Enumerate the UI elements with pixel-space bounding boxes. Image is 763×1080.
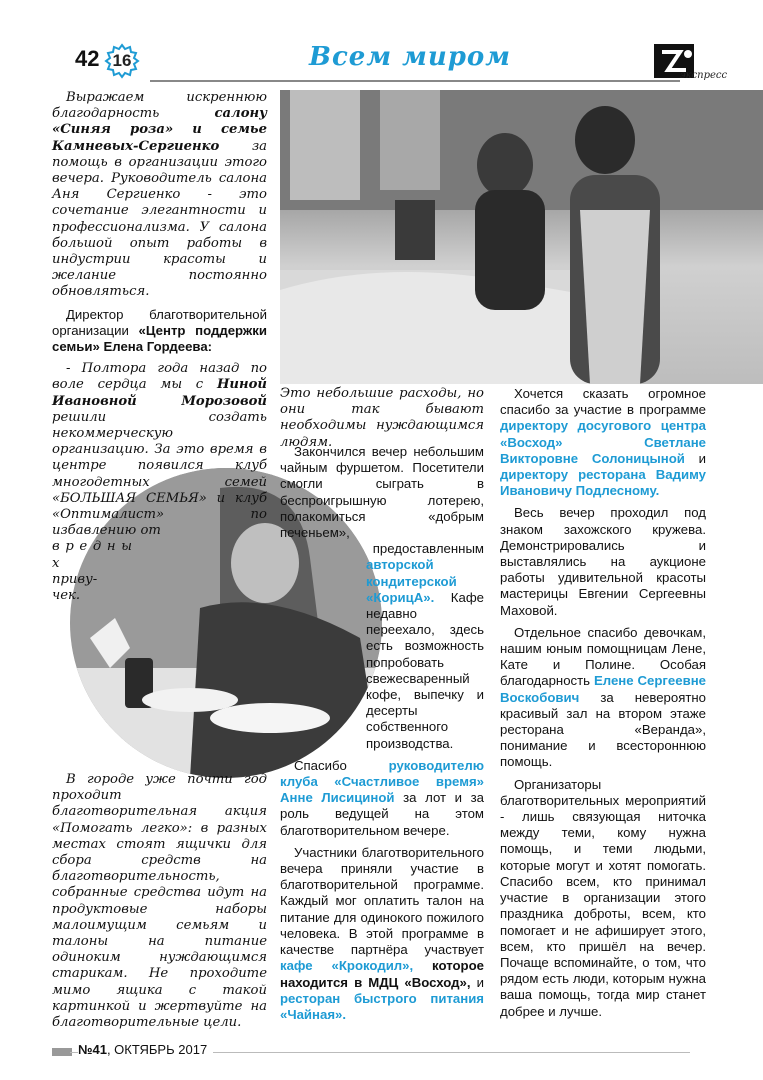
paragraph-director-intro bbox=[52, 307, 267, 356]
column-2 bbox=[280, 444, 484, 1029]
paragraph-thanks-girls bbox=[500, 625, 706, 771]
text-run: Хочется сказать огромное спасибо за участие в программе bbox=[500, 386, 706, 418]
column-1-bottom bbox=[52, 772, 267, 1037]
restaurant-name: ресторан быстрого питания «Чайная». bbox=[280, 990, 484, 1022]
paragraph-thanks-salon bbox=[52, 90, 267, 301]
footer-issue bbox=[78, 1042, 213, 1057]
text-run: и bbox=[470, 974, 485, 990]
helper-name: Елене Сергеевне Воскобович bbox=[500, 673, 707, 705]
text-run: Отдельное спасибо девочкам, нашим юным помощницам Лене, Кате и Полине. Особая благодарность bbox=[500, 624, 706, 689]
club-leader: руководителю клуба «Счастливое время» Анне Лисициной bbox=[280, 757, 484, 806]
page-number: 42 bbox=[75, 46, 100, 71]
paragraph-buffet-cont bbox=[366, 541, 484, 752]
bakery-name: авторской кондитерской «КорицА». bbox=[366, 557, 457, 605]
paragraph-participants bbox=[280, 845, 484, 1023]
text-run: Директор благотворительной организации bbox=[52, 306, 267, 338]
photo-caption: Это небольшие расходы, но они так бывают необходимы нуждающимся людям. bbox=[280, 386, 484, 450]
text-run: предоставленным bbox=[372, 541, 484, 557]
wrap-line: в р е д н ы х bbox=[52, 539, 132, 571]
section-number: 16 bbox=[112, 51, 132, 70]
text-run: за помощь в организации этого вечера. Руководитель салона Аня Сергиенко - это сочетание элегантности и профессионализма. У салона большой опыт работы в индустрии красоты и желание постоянно обновляться. bbox=[52, 138, 267, 300]
text-run: за невероятно красивый зал на втором этаже ресторана «Веранда», понимание и всестороннюю помощь. bbox=[500, 689, 706, 770]
paragraph-lace: Весь вечер проходил под знаком захожского кружева. Демонстрировались и выставлялись на аукционе работы удивительной красоты мастерицы Евгении Сергеевны Маховой. bbox=[500, 505, 706, 618]
issue-date: , ОКТЯБРЬ 2017 bbox=[106, 1042, 208, 1057]
organization-name: «Центр поддержки семьи» Елена Гордеева: bbox=[52, 322, 267, 355]
person-name: Ниной Ивановной Морозовой bbox=[52, 377, 267, 409]
paragraph-organizers: Организаторы благотворительных мероприятий - лишь связующая ниточка между теми, кому нужна помощь, и теми людьми, которые могут и хотят помогать. Спасибо всем, кто принимал участие в организации этого праздника доброты, всем, кто помогает и не афиширует этого, всем, кто пришёл на вечер. Почаще вспоминайте, о том, что рядом есть люди, которым нужна ваша помощь, тогда мир станет добрее и лучше. bbox=[500, 776, 706, 1019]
director-name: директору ресторана Вадиму Ивановичу Подлесному. bbox=[500, 467, 706, 499]
text-run: Участники благотворительного вечера приняли участие в благотворительной программе. Каждый мог оплатить талон на питание для одинокого пожилого человека. В этой программе в качестве партнёра участвует bbox=[280, 844, 484, 958]
paragraph-thanks-club bbox=[280, 758, 484, 839]
photo-lace-exhibition bbox=[280, 90, 763, 384]
text-run: за лот и за роль ведущей на этом благотворительном вечере. bbox=[280, 790, 484, 838]
text-run: Закончился вечер небольшим чайным фуршетом. Посетители смогли сыграть в беспроигрышную лотерею, полакомиться «добрым печеньем», bbox=[280, 444, 484, 541]
text-run: Кафе недавно переехало, здесь есть возможность попробовать свежесваренный кофе, выпечку и десерты собственного производства. bbox=[366, 589, 484, 751]
column-1 bbox=[52, 90, 267, 604]
text-run: и bbox=[684, 450, 706, 466]
paragraph-thanks-directors bbox=[500, 386, 706, 499]
paragraph-quote bbox=[52, 361, 267, 539]
gear-icon bbox=[103, 42, 141, 80]
venue-name: которое находится в МДЦ «Восход», bbox=[280, 958, 484, 990]
logo-text: экспресс bbox=[680, 70, 728, 81]
director-name: директору досугового центра «Восход» Светлане Викторовне Солоницыной bbox=[500, 418, 706, 466]
header-rule bbox=[150, 80, 680, 82]
text-run: - Полтора года назад по воле сердца мы с bbox=[52, 361, 267, 393]
text-run: Выражаем искреннюю благодарность bbox=[52, 90, 267, 122]
newspaper-logo bbox=[652, 42, 702, 90]
wrap-line: чек. bbox=[52, 588, 81, 604]
section-title: Всем миром bbox=[300, 42, 520, 72]
wrap-line: приву- bbox=[52, 571, 98, 587]
text-run: Спасибо bbox=[294, 757, 389, 773]
footer-marker bbox=[52, 1048, 72, 1056]
text-run: решили создать некоммерческую организацию. За это время в центре появился клуб многодетных семей «БОЛЬШАЯ СЕМЬЯ» и клуб «Оптималист» по избавлению от bbox=[52, 409, 267, 539]
paragraph-campaign: В городе уже почти год проходит благотворительная акция «Помогать легко»: в разных местах стоят ящички для сбора средств на благотворительность, собранные средства идут на продуктовые наборы малоимущим семьям и талоны на питание одиноким нуждающимся старикам. Не проходите мимо ящика с такой картинкой и жертвуйте на благотворительные цели. bbox=[52, 772, 267, 1031]
column-3 bbox=[500, 386, 706, 1026]
salon-name: салону «Синяя роза» и семье Камневых-Сергиенко bbox=[52, 106, 267, 154]
paragraph-buffet bbox=[280, 444, 484, 541]
issue-number: №41 bbox=[78, 1042, 107, 1057]
cafe-name: кафе «Крокодил», bbox=[280, 958, 414, 974]
